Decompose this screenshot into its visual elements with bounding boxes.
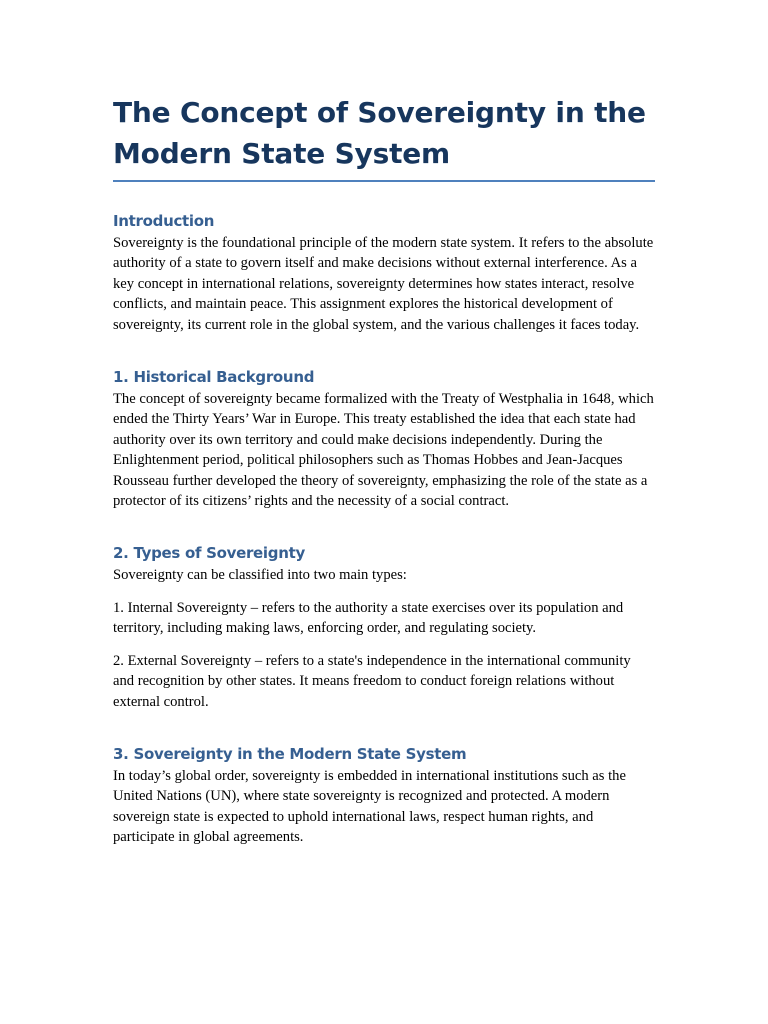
list-item-internal-sovereignty: 1. Internal Sovereignty – refers to the authority a state exercises over its population and territory, including making laws, enforcing order, and regulating society. bbox=[113, 599, 624, 637]
section-paragraph: Sovereignty is the foundational principle of the modern state system. It refers to the absolute authority of a state to govern itself and make decisions without external interference. As a key concept in international relations, sovereignty determines how states interact, resolve conflicts, and maintain peace. This assignment explores the historical development of sovereignty, its current role in the global system, and the various challenges it faces today. bbox=[113, 235, 654, 333]
section-heading: 2. Types of Sovereignty bbox=[113, 544, 305, 563]
document-page bbox=[113, 92, 655, 848]
section-heading: Introduction bbox=[113, 212, 215, 230]
section-heading: 3. Sovereignty in the Modern State System bbox=[113, 744, 467, 763]
section-introduction bbox=[113, 211, 655, 335]
section-modern-state-system bbox=[113, 744, 655, 848]
section-paragraph: In today’s global order, sovereignty is embedded in international institutions such as the United Nations (UN), where state sovereignty is recognized and protected. A modern sovereign state is expected to uphold international laws, respect human rights, and participate in global agreements. bbox=[113, 767, 626, 846]
section-historical-background bbox=[113, 367, 655, 511]
section-types-of-sovereignty bbox=[113, 543, 655, 711]
list-item-external-sovereignty: 2. External Sovereignty – refers to a state's independence in the international community and recognition by other states. It means freedom to conduct foreign relations without external control. bbox=[113, 652, 631, 710]
section-paragraph: Sovereignty can be classified into two main types: bbox=[113, 567, 407, 584]
section-paragraph: The concept of sovereignty became formalized with the Treaty of Westphalia in 1648, which ended the Thirty Years’ War in Europe. This treaty established the idea that each state had authority over its own territory and could make decisions independently. During the Enlightenment period, political philosophers such as Thomas Hobbes and Jean-Jacques Rousseau further developed the theory of sovereignty, emphasizing the role of the state as a protector of its citizens’ rights and the necessity of a social contract. bbox=[113, 391, 654, 510]
document-title: The Concept of Sovereignty in the Modern State System bbox=[113, 92, 655, 182]
section-heading: 1. Historical Background bbox=[113, 368, 315, 387]
